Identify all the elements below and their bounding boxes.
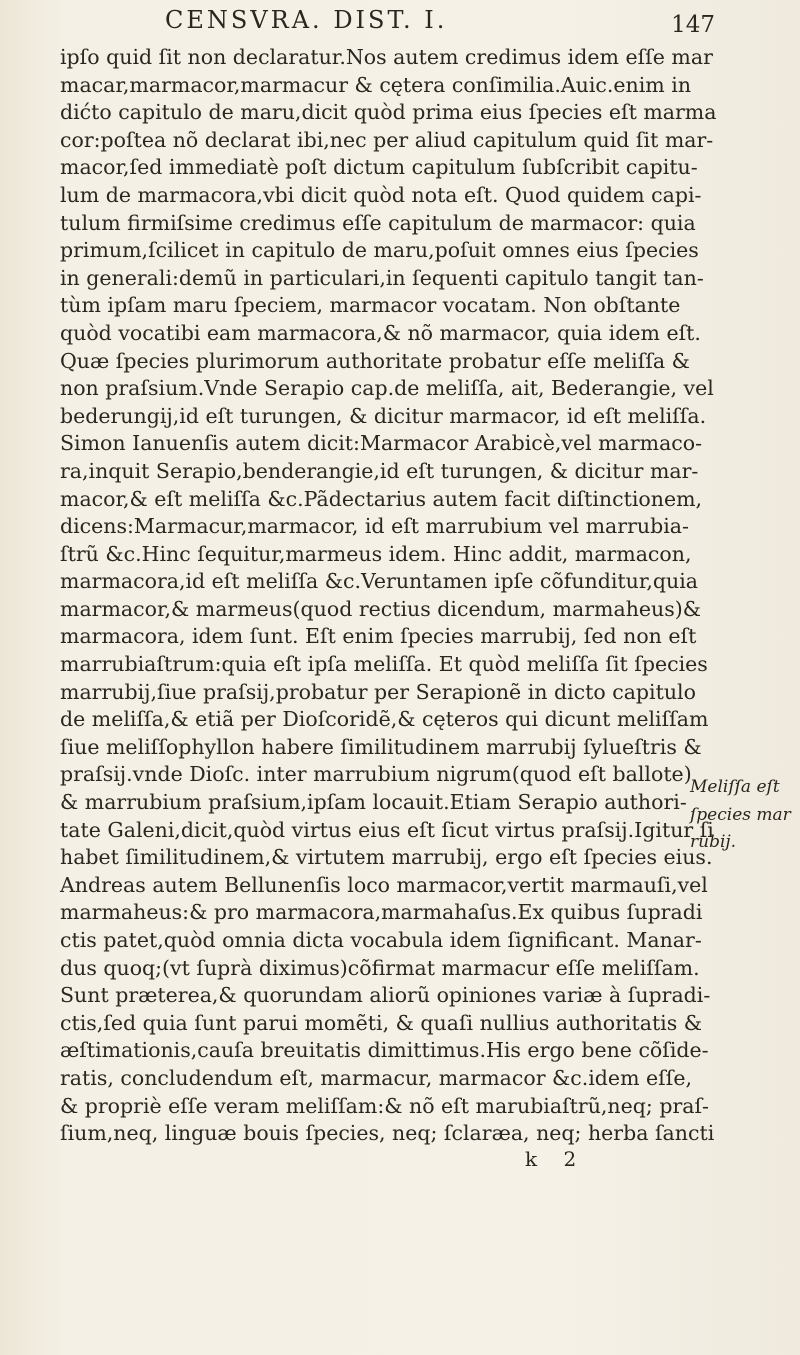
text-line: ſiue meliſſophyllon habere ſimilitudinem marrubij ſylueſtris & [60,734,702,759]
text-line: ratis, concludendum eſt, marmacur, marmacor &c.idem eſſe, [60,1065,692,1090]
text-line: Sunt præterea,& quorundam aliorũ opiniones variæ à ſupradi- [60,983,711,1008]
running-title: CENSVRA. DIST. I. [165,6,448,34]
text-line: quòd vocatibi eam marmacora,& nõ marmacor, quia idem eſt. [60,320,701,345]
text-line: dićto capitulo de maru,dicit quòd prima eius ſpecies eſt marma [60,100,717,125]
text-line: ra,inquit Serapio,benderangie,id eſt turungen, & dicitur mar- [60,458,699,483]
text-line: & marrubium praſsium,ipſam locauit.Etiam Serapio authori- [60,790,687,815]
page-header [165,4,725,40]
text-line: marmacor,& marmeus(quod rectius dicendum, marmaheus)& [60,596,701,621]
text-line: primum,ſcilicet in capitulo de maru,poſuit omnes eius ſpecies [60,238,699,263]
text-line: Andreas autem Bellunenſis loco marmacor,vertit marmauſi,vel [60,872,708,897]
text-line: macor,& eſt meliſſa &c.Pãdectarius autem facit diſtinctionem, [60,486,703,511]
text-line: in generali:demũ in particulari,in ſequenti capitulo tangit tan- [60,265,704,290]
text-line: non praſsium.Vnde Serapio cap.de meliſſa, ait, Bederangie, vel [60,376,714,401]
text-line: lum de marmacora,vbi dicit quòd nota eſt. Quod quidem capi- [60,182,702,207]
text-line: dus quoq;(vt ſuprà diximus)cõfirmat marmacur eſſe meliſſam. [60,955,700,980]
text-line: tùm ipſam maru ſpeciem, marmacor vocatam. Non obſtante [60,293,681,318]
text-line: marrubij,ſiue praſsij,probatur per Serapionẽ in dicto capitulo [60,679,696,704]
text-line: macar,marmacor,marmacur & cętera conſimilia.Auic.enim in [60,72,692,97]
text-line: ſtrũ &c.Hinc ſequitur,marmeus idem. Hinc addit, marmacon, [60,541,692,566]
text-line: ipſo quid ſit non declaratur.Nos autem credimus idem eſſe mar [60,45,713,69]
text-line: æſtimationis,cauſa breuitatis dimittimus.His ergo bene cõſide- [60,1038,709,1063]
margin-note [690,774,800,857]
text-line: marmacora, idem ſunt. Eſt enim ſpecies marrubij, ſed non eſt [60,624,697,649]
text-line: marmaheus:& pro marmacora,marmahaſus.Ex quibus ſupradi [60,900,703,925]
text-line: ſium,neq, linguæ bouis ſpecies, neq; ſclaræa, neq; herba ſancti [60,1121,715,1146]
text-line: de meliſſa,& etiã per Dioſcoridẽ,& cęteros qui dicunt meliſſam [60,707,709,732]
page-number: 147 [671,12,715,38]
text-line: marrubiaſtrum:quia eſt ipſa meliſſa. Et quòd meliſſa ſit ſpecies [60,652,708,677]
text-line: ctis patet,quòd omnia dicta vocabula idem ſignificant. Manar- [60,928,702,952]
text-line: marmacora,id eſt meliſſa &c.Veruntamen ipſe cõfunditur,quia [60,569,699,594]
text-line: tulum firmiſsime credimus eſſe capitulum de marmacor: quia [60,210,696,235]
text-line: Simon Ianuenſis autem dicit:Marmacor Arabicè,vel marmaco- [60,431,703,456]
text-line: ctis,ſed quia ſunt parui momẽti, & quaſi nullius authoritatis & [60,1010,703,1035]
text-line: cor:poſtea nõ declarat ibi,nec per aliud capitulum quid ſit mar- [60,127,714,152]
margin-note-line: Meliſſa eſt [690,777,780,797]
margin-note-line: ſpecies mar [690,804,791,825]
text-line: tate Galeni,dicit,quòd virtus eius eſt ſicut virtus praſsij.Igitur ſi [60,817,714,842]
text-line: macor,ſed immediatè poſt dictum capitulum ſubſcribit capitu- [60,155,698,180]
text-line: habet ſimilitudinem,& virtutem marrubij, ergo eſt ſpecies eius. [60,845,713,870]
text-line: Quæ ſpecies plurimorum authoritate probatur eſſe meliſſa & [60,348,690,373]
text-line: dicens:Marmacur,marmacor, id eſt marrubium vel marrubia- [60,514,689,539]
signature-mark: k 2 [525,1147,587,1171]
text-line: & propriè eſſe veram meliſſam:& nõ eſt marubiaſtrũ,neq; praſ- [60,1093,709,1118]
margin-note-line: rubij. [690,832,737,853]
body-text [60,44,717,1148]
text-line: bederungij,id eſt turungen, & dicitur marmacor, id eſt meliſſa. [60,403,707,428]
text-line: praſsij.vnde Dioſc. inter marrubium nigrum(quod eſt ballote) [60,762,692,787]
